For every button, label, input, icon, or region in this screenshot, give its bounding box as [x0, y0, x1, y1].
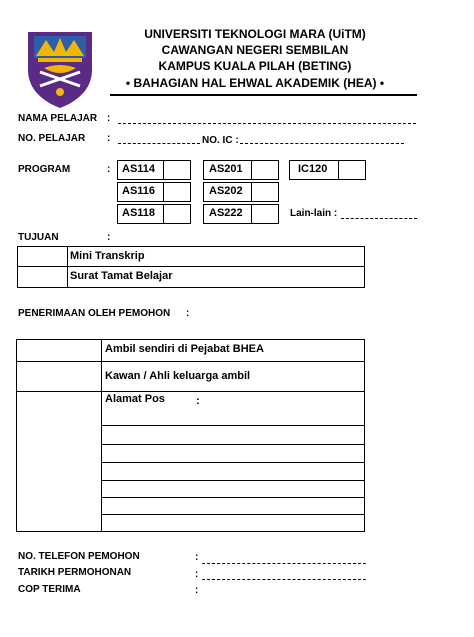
program-checkbox[interactable] — [163, 204, 191, 224]
telefon-label: NO. TELEFON PEMOHON — [18, 551, 140, 562]
address-line[interactable] — [101, 497, 365, 498]
tujuan-divider — [67, 246, 68, 288]
penerimaan-checkbox[interactable] — [17, 362, 101, 391]
penerimaan-option: Alamat Pos — [105, 393, 165, 405]
address-line[interactable] — [101, 462, 365, 463]
tarikh-line[interactable] — [202, 579, 366, 580]
penerimaan-checkbox[interactable] — [17, 340, 101, 361]
lain-lain-label: Lain-lain : — [290, 208, 338, 219]
tujuan-checkbox[interactable] — [18, 247, 67, 266]
telefon-line[interactable] — [202, 563, 366, 564]
penerimaan-checkbox[interactable] — [17, 392, 101, 531]
program-code: IC120 — [298, 163, 328, 175]
program-checkbox[interactable] — [251, 160, 279, 180]
no-pelajar-line[interactable] — [118, 143, 200, 144]
penerimaan-option: Kawan / Ahli keluarga ambil — [105, 370, 251, 382]
address-line[interactable] — [101, 444, 365, 445]
tujuan-checkbox[interactable] — [18, 267, 67, 287]
program-checkbox[interactable] — [338, 160, 366, 180]
penerimaan-option: Ambil sendiri di Pejabat BHEA — [105, 343, 264, 355]
penerimaan-divider — [101, 339, 102, 532]
lain-lain-line[interactable] — [341, 218, 417, 219]
colon: : — [195, 585, 199, 596]
header-line-3: KAMPUS KUALA PILAH (BETING) — [158, 59, 352, 73]
colon: : — [186, 308, 190, 319]
colon: : — [195, 552, 199, 563]
address-line[interactable] — [101, 425, 365, 426]
colon: : — [107, 133, 111, 144]
uitm-logo — [24, 28, 96, 110]
no-ic-label: NO. IC : — [202, 135, 239, 146]
tujuan-label: TUJUAN — [18, 232, 59, 243]
colon: : — [107, 164, 111, 175]
program-code: AS202 — [209, 185, 243, 197]
address-line[interactable] — [101, 514, 365, 515]
program-code: AS116 — [122, 185, 156, 197]
program-checkbox[interactable] — [163, 160, 191, 180]
nama-pelajar-label: NAMA PELAJAR — [18, 113, 98, 124]
colon: : — [107, 232, 111, 243]
header-line-1: UNIVERSITI TEKNOLOGI MARA (UiTM) — [144, 27, 366, 41]
address-line[interactable] — [101, 480, 365, 481]
header-divider — [110, 94, 417, 96]
program-code: AS118 — [122, 207, 156, 219]
tujuan-row-divider — [17, 266, 365, 267]
header-line-4: • BAHAGIAN HAL EHWAL AKADEMIK (HEA) • — [125, 76, 385, 90]
colon: : — [195, 569, 199, 580]
program-checkbox[interactable] — [163, 182, 191, 202]
penerimaan-label: PENERIMAAN OLEH PEMOHON — [18, 308, 171, 319]
no-pelajar-label: NO. PELAJAR — [18, 133, 86, 144]
tujuan-option: Surat Tamat Belajar — [70, 270, 173, 282]
program-checkbox[interactable] — [251, 204, 279, 224]
no-ic-line[interactable] — [240, 143, 404, 144]
nama-pelajar-line[interactable] — [118, 123, 416, 124]
tarikh-label: TARIKH PERMOHONAN — [18, 567, 132, 578]
program-code: AS114 — [122, 163, 156, 175]
tujuan-option: Mini Transkrip — [70, 250, 145, 262]
program-checkbox[interactable] — [251, 182, 279, 202]
program-code: AS222 — [209, 207, 243, 219]
header-line-2: CAWANGAN NEGERI SEMBILAN — [161, 43, 349, 57]
program-label: PROGRAM — [18, 164, 71, 175]
colon: : — [107, 113, 111, 124]
program-code: AS201 — [209, 163, 243, 175]
colon: : — [196, 395, 200, 407]
cop-label: COP TERIMA — [18, 584, 81, 595]
